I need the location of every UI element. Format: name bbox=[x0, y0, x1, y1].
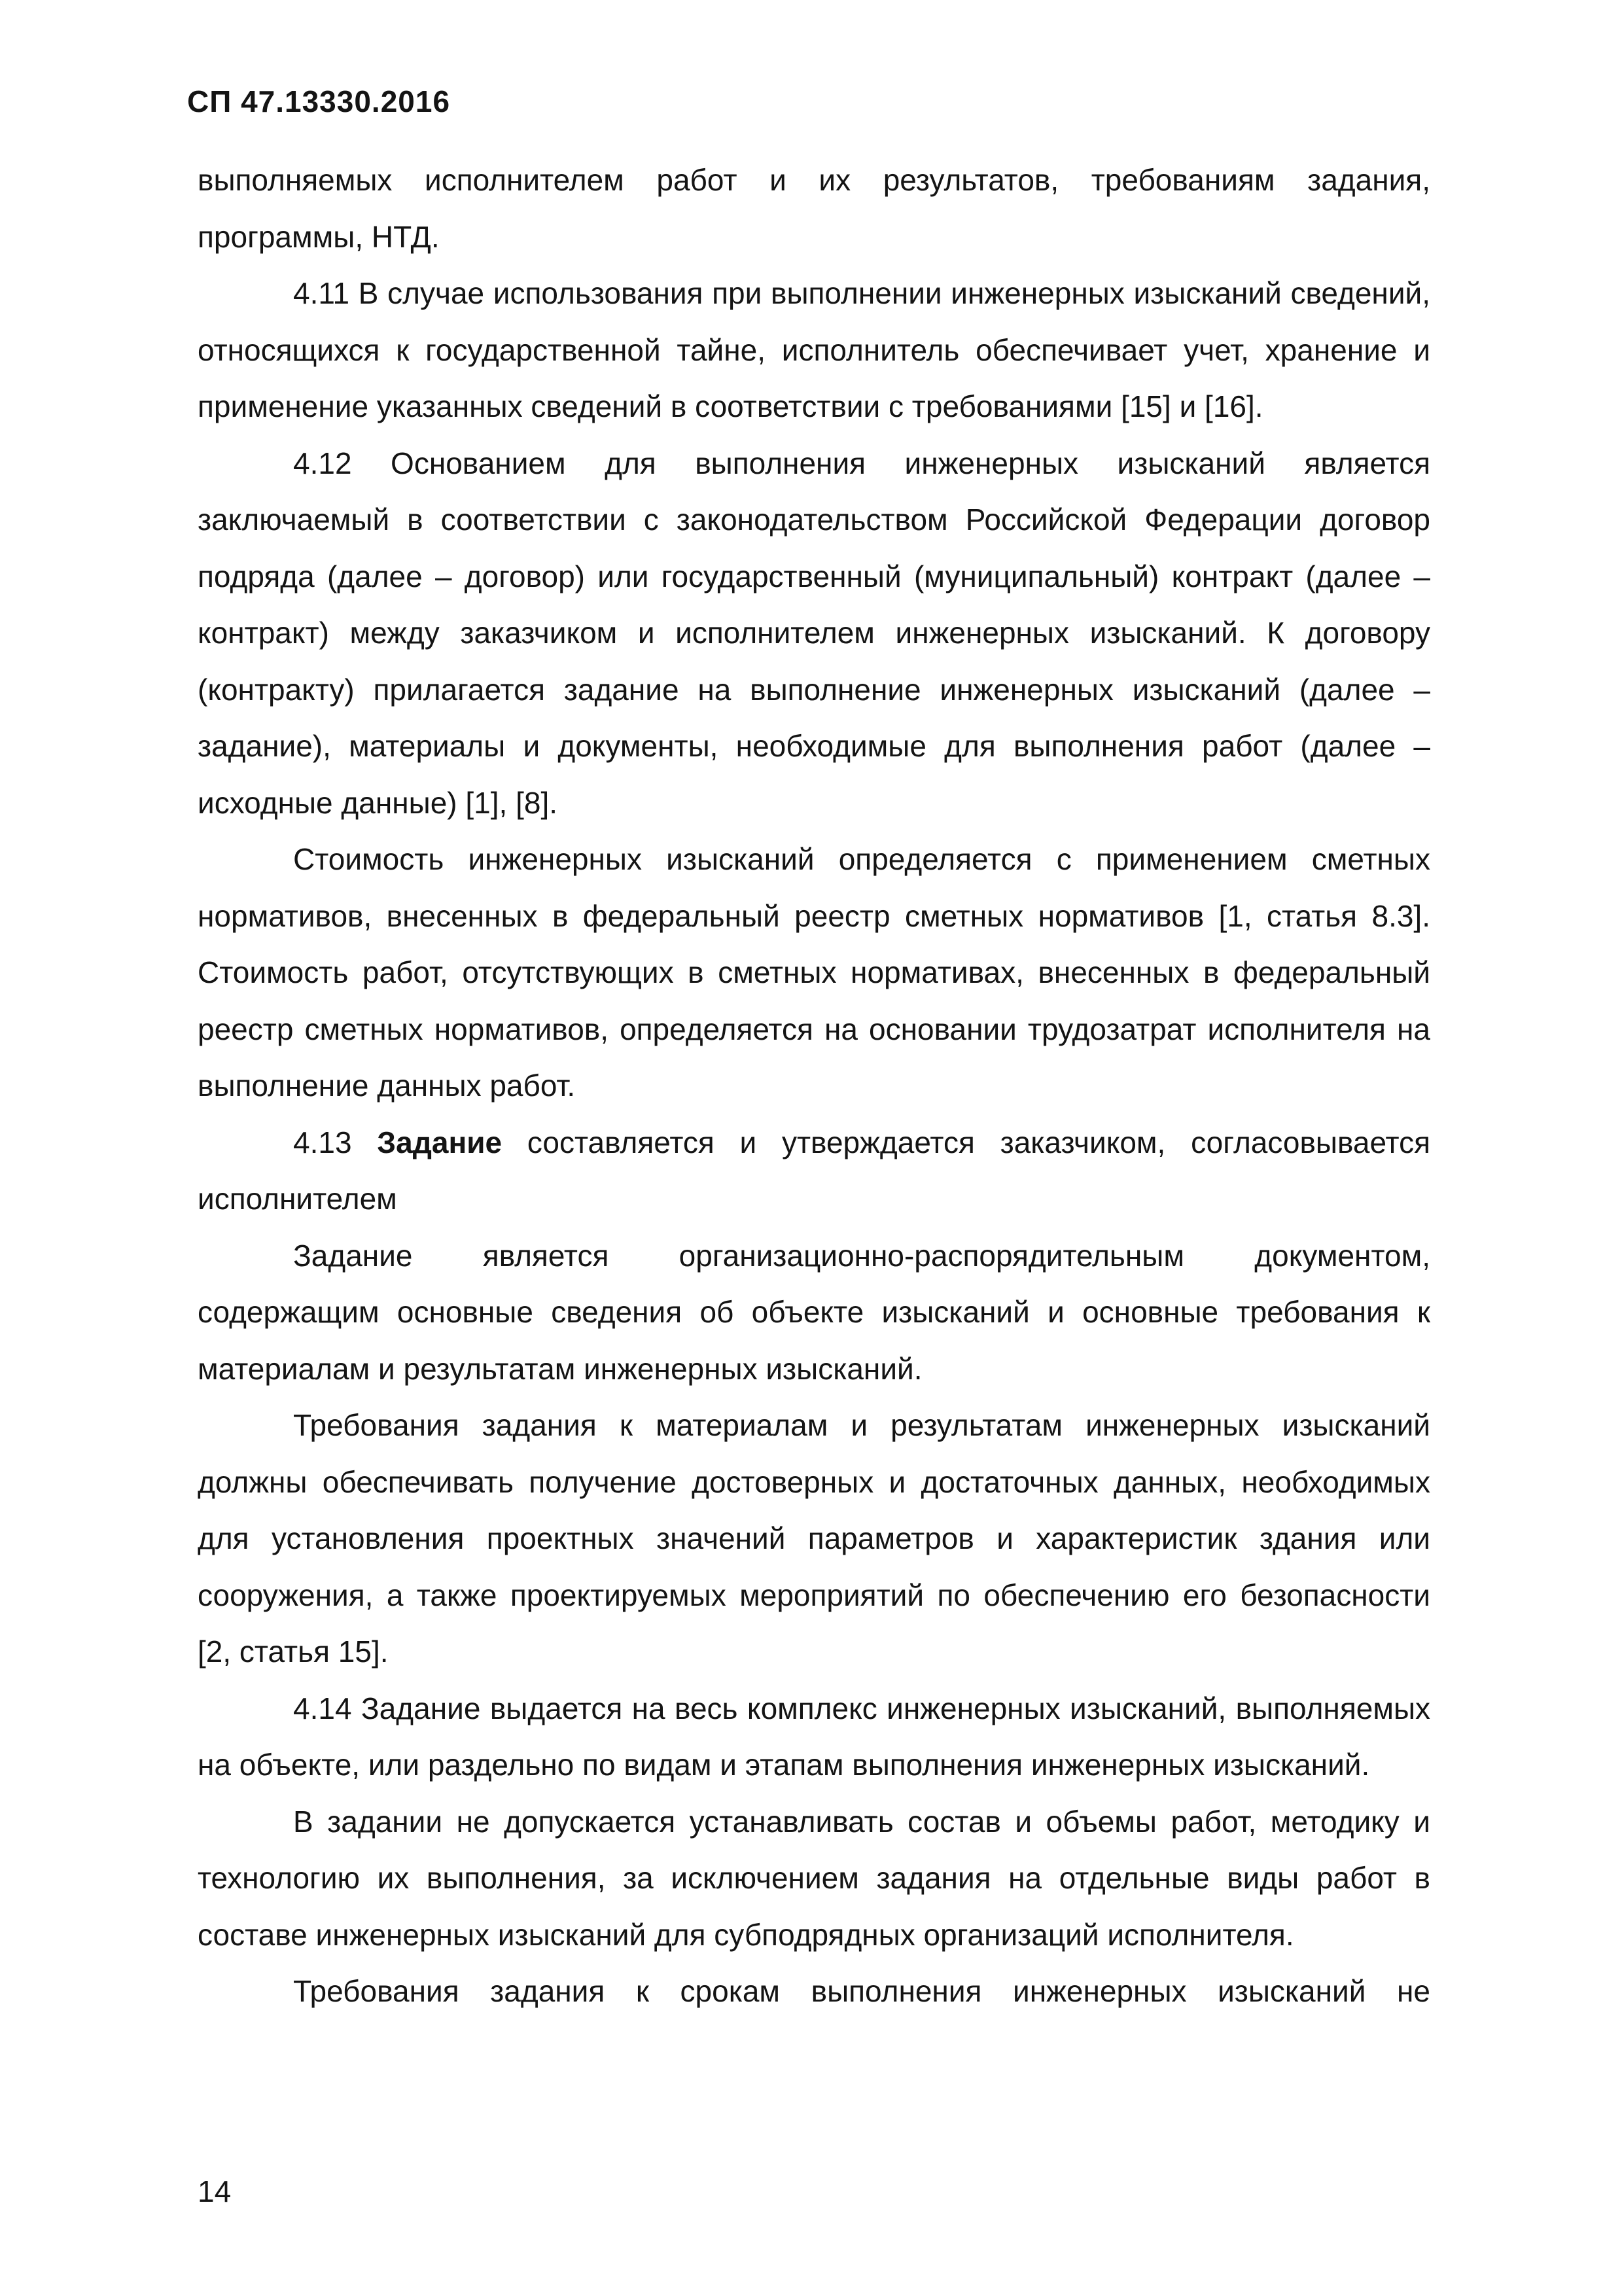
clause-text: составляется и утверждается заказчиком, согласовывается исполнителем bbox=[198, 1125, 1431, 1216]
bold-term: Задание bbox=[377, 1125, 502, 1159]
paragraph-restrictions: В задании не допускается устанавливать состав и объемы работ, методику и технологию их выполнения, за исключением задания на отдельные виды работ в составе инженерных изысканий для субподрядных организаций исполнителя. bbox=[198, 1804, 1430, 1952]
clause-number: 4.13 bbox=[293, 1125, 352, 1159]
paragraph-cost: Стоимость инженерных изысканий определяется с применением сметных нормативов, внесенных в федеральный реестр сметных нормативов [1, статья 8.3]. Стоимость работ, отсутствующих в сметных нормативах, внесенных в федеральный реестр сметных нормативов, определяется на основании трудозатрат исполнителя на выполнение данных работ. bbox=[198, 842, 1430, 1103]
paragraph-assignment-definition: Задание является организационно-распорядительным документом, содержащим основные сведения об объекте изысканий и основные требования к материалам и результатам инженерных изысканий. bbox=[198, 1238, 1430, 1386]
paragraph-continuation: выполняемых исполнителем работ и их результатов, требованиям задания, программы, НТД. bbox=[198, 163, 1430, 254]
page-number: 14 bbox=[198, 2174, 232, 2208]
clause-4-13 bbox=[198, 1114, 1430, 1227]
document-code-header: СП 47.13330.2016 bbox=[187, 84, 451, 118]
clause-4-14: 4.14 Задание выдается на весь комплекс инженерных изысканий, выполняемых на объекте, или раздельно по видам и этапам выполнения инженерных изысканий. bbox=[198, 1691, 1430, 1782]
clause-4-12: 4.12 Основанием для выполнения инженерных изысканий является заключаемый в соответствии с законодательством Российской Федерации договор подряда (далее – договор) или государственный (муниципальный) контракт (далее – контракт) между заказчиком и исполнителем инженерных изысканий. К договору (контракту) прилагается задание на выполнение инженерных изысканий (далее – задание), материалы и документы, необходимые для выполнения работ (далее – исходные данные) [1], [8]. bbox=[198, 446, 1430, 820]
clause-4-11: 4.11 В случае использования при выполнении инженерных изысканий сведений, относящихся к государственной тайне, исполнитель обеспечивает учет, хранение и применение указанных сведений в соответствии с требованиями [15] и [16]. bbox=[198, 276, 1430, 423]
document-body bbox=[198, 152, 1430, 2020]
paragraph-assignment-requirements: Требования задания к материалам и результатам инженерных изысканий должны обеспечивать получение достоверных и достаточных данных, необходимых для установления проектных значений параметров и характеристик здания или сооружения, а также проектируемых мероприятий по обеспечению его безопасности [2, статья 15]. bbox=[198, 1408, 1430, 1669]
paragraph-deadlines: Требования задания к срокам выполнения инженерных изысканий не bbox=[293, 1974, 1430, 2008]
